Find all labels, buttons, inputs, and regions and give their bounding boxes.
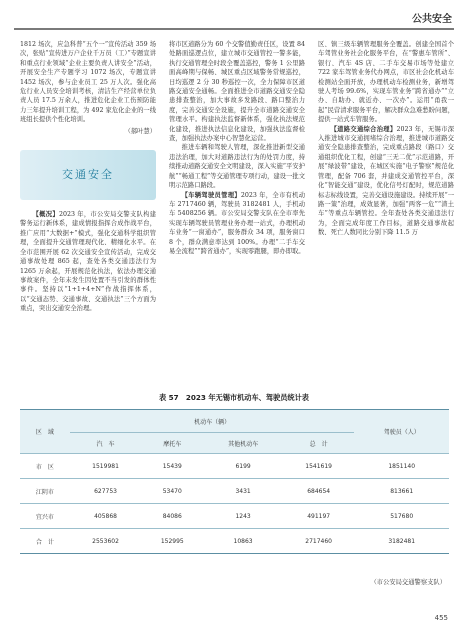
cell-region: 宜兴市 — [20, 504, 70, 529]
paragraph-lead: 【车辆驾驶员管理】 — [181, 191, 241, 199]
paragraph-text: 2023 年，市公安局交警支队构建警务运行新体系，建成情报指挥合成作战平台，推广应用“大数据+”模式，强化交通科学组织管理，全面提升交通管理现代化、精细化水平。在全市范围开展 62 次交通安全宣传活动，完成交通事故处理 865 起，查处各类交通违法行为 1265 万余起，开展规范化执法，依法办理交通事故案件，全年未发生因处置不当引发的群体性事件。坚持以“1+1+4+N”作战指挥体系，以“交通态势、交通事故、交通执法”三个方面为重点，突出交通安全治理。 — [20, 211, 156, 313]
column-header-region: 区 域 — [20, 410, 70, 454]
cell-total: 2717460 — [283, 529, 354, 554]
cell-other: 10863 — [203, 529, 283, 554]
cell-motorcycle: 53470 — [141, 479, 203, 504]
vehicle-driver-stats-table — [20, 409, 449, 554]
table-row — [20, 529, 449, 554]
cell-drivers: 3182481 — [354, 529, 449, 554]
cell-other: 3431 — [203, 479, 283, 504]
column-header-drivers: 驾驶员（人） — [354, 410, 449, 454]
table-row — [20, 504, 449, 529]
cell-drivers: 1851140 — [354, 454, 449, 479]
column-3 — [318, 40, 454, 238]
cell-total: 491197 — [283, 504, 354, 529]
cell-motorcycle: 15439 — [141, 454, 203, 479]
paragraph-text: 2023 年，全市有机动车 2717460 辆，驾驶员 3182481 人，手机动车 5408256 辆。市公安局交警支队在全市率先实现车辆驾驶员管理业务办理一站式，办理机动车业务“一窗通办”，服务群众 34 项，服务窗口 8 个，群众满意率达到 100%。办理“二手车交易全流程”“跨省通办”，实现零跑腿，即办即取。 — [169, 191, 306, 255]
paragraph — [169, 191, 305, 257]
section-title: 交通安全 — [62, 168, 114, 182]
cell-other: 6199 — [203, 454, 283, 479]
paragraph-lead: 【道路交通综合治理】 — [330, 125, 397, 133]
column-header-vehicles: 机动车（辆） — [70, 410, 355, 433]
table-source-note: （市公安局交通警察支队） — [370, 579, 446, 586]
table-title: 表 57 2023 年无锡市机动车、驾驶员统计表 — [158, 393, 309, 402]
paragraph: 将市区道路分为 60 个交警值勤责任区，设置 84 处路面巡逻点位，建立城市交通管控一警多能，执行交通管理全时段全覆盖巡控，警务 1 公里路面高峰期与保畅、城区重点区域警务常规巡控，日均巡逻 2 分 30 秒巡控一次，全力保障市区道路交通安全通畅。全面推进全市道路交通安全隐患排查整治，加大事故多发路段、路口整治力度，完善交通安全设施，提升全市道路交通安全管理水平。构建执法监督新体系，强化执法规范化建设，推进执法信息化建设，加强执法监督检查，加强执法办案中心智慧化运营。 — [169, 41, 305, 143]
paragraph — [318, 125, 454, 238]
cell-region: 江阴市 — [20, 479, 70, 504]
cell-region: 市 区 — [20, 454, 70, 479]
paragraph: 区、镇三级车辆管理服务全覆盖。创建全国首个车驾管业务社会化服务平台，在“警惠车管所”、银行、汽车 4S 店、二手车交易市场等处建立 722 家车驾管业务代办网点，市区社会化机动车检测站全面开放，办理机动车检测业务，新增驾驶人考场 99.6%，实现车管业务“跨省通办”“立办、自助办、就近办、一次办”。运用“甬我一起”民营清求服务平台，解决群众急难愁盼问题，提供一站式车管服务。 — [318, 41, 454, 124]
header-rule — [14, 28, 454, 30]
cell-car: 405868 — [70, 504, 141, 529]
cell-total: 1541619 — [283, 454, 354, 479]
cell-car: 627753 — [70, 479, 141, 504]
paragraph: 1812 场次，应急科普“五个一”宣传活动 359 场次，张贴“宣传进万户企业千万员（工）”专题宣讲和重点行业领域“企业主要负责人讲安全”活动，开展安全生产专题学习 1072 场次，专题宣讲 1452 场次，参与企业员工 25 万人次。强化高危行业人员安全培训考核，清洁生产经营单位负责人员 17.5 万余人，推进危化企业工伤预防能力三年提升培训工程，为 492 家危化企业的一线班组长提供个性化培训。 — [20, 41, 156, 124]
cell-other: 1243 — [203, 504, 283, 529]
cell-region: 合 计 — [20, 529, 70, 554]
cell-drivers: 517680 — [354, 504, 449, 529]
column-header-total: 总 计 — [283, 433, 354, 454]
cell-motorcycle: 84086 — [141, 504, 203, 529]
paragraph-text: 2023 年，无锡市深入推进城市交通拥堵综合治理，推进城市道路交通安全隐患排查整治，完成重点路段（路口）交通组织优化工程，创建“三无二优”示范道路，开展“绿波带”建设，在城区实施“电子警察”规范化管理，配备 706 套，并建成交通管控平台，深化“智能交通”建设，优化信号灯配时，规范道路标志标线设置，完善交通设施建设。持续开展“一路一策”治理，成效显著，加强“两客一危”“渣土车”等重点车辆管控。全年查处各类交通违法行为，全面完成年度工作目标，道路交通事故起数、死亡人数同比分别下降 11.5 万 — [318, 125, 454, 237]
cell-motorcycle: 152995 — [141, 529, 203, 554]
paragraph-lead: 【概况】 — [32, 211, 59, 219]
table-row — [20, 454, 449, 479]
section-banner — [20, 150, 156, 200]
table-row — [20, 479, 449, 504]
page-header-title: 公共安全 — [412, 14, 452, 25]
paragraph: 推进车辆和驾驶人管理，深化推进新型交通违法治理，加大对道路违法行为的处罚力度，持续推动道路交通安全文明建设，深入实施“平安护航”“畅通工程”等交通管理专项行动，建设一批文明示范路口路段。 — [169, 144, 305, 190]
source-attribution: （郝叶慧） — [124, 127, 156, 135]
column-header-motorcycle: 摩托车 — [141, 433, 203, 454]
column-1 — [20, 40, 156, 314]
column-header-car: 汽 车 — [70, 433, 141, 454]
cell-drivers: 813661 — [354, 479, 449, 504]
cell-car: 1519981 — [70, 454, 141, 479]
cell-car: 2553602 — [70, 529, 141, 554]
cell-total: 684654 — [283, 479, 354, 504]
column-header-other: 其他机动车 — [203, 433, 283, 454]
paragraph — [20, 210, 156, 313]
page-number: 455 — [434, 614, 448, 622]
column-2 — [169, 40, 305, 256]
